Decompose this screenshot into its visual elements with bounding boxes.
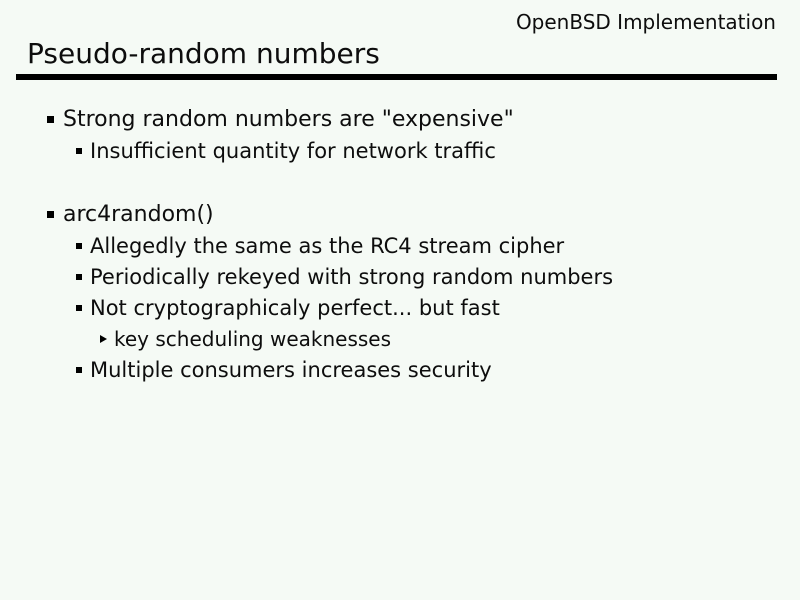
slide-header-label: OpenBSD Implementation — [515, 10, 776, 34]
list-item — [0, 354, 800, 385]
bullet-text: arc4random() — [63, 202, 214, 227]
bullet-text: Not cryptographicaly perfect... but fast — [90, 295, 500, 320]
bullet-text: Periodically rekeyed with strong random numbers — [90, 264, 614, 289]
title-divider — [16, 74, 777, 80]
bullet-square-icon — [76, 274, 82, 280]
bullet-text: Multiple consumers increases security — [90, 357, 492, 382]
list-item — [0, 261, 800, 292]
bullet-text: Allegedly the same as the RC4 stream cipher — [90, 233, 565, 258]
bullet-list — [0, 104, 800, 385]
bullet-text: Insufficient quantity for network traffic — [90, 138, 496, 163]
bullet-square-icon — [47, 116, 54, 123]
list-item — [0, 104, 800, 135]
list-item — [0, 230, 800, 261]
list-item — [0, 323, 800, 354]
bullet-text: key scheduling weaknesses — [114, 326, 392, 351]
list-item — [0, 135, 800, 166]
bullet-square-icon — [76, 148, 82, 154]
list-item — [0, 292, 800, 323]
page-title: Pseudo-random numbers — [27, 37, 380, 70]
bullet-square-icon — [76, 243, 82, 249]
bullet-arrow-icon — [100, 335, 107, 343]
bullet-square-icon — [76, 367, 82, 373]
bullet-text: Strong random numbers are "expensive" — [63, 107, 514, 132]
list-item — [0, 199, 800, 230]
bullet-square-icon — [47, 211, 54, 218]
bullet-square-icon — [76, 305, 82, 311]
